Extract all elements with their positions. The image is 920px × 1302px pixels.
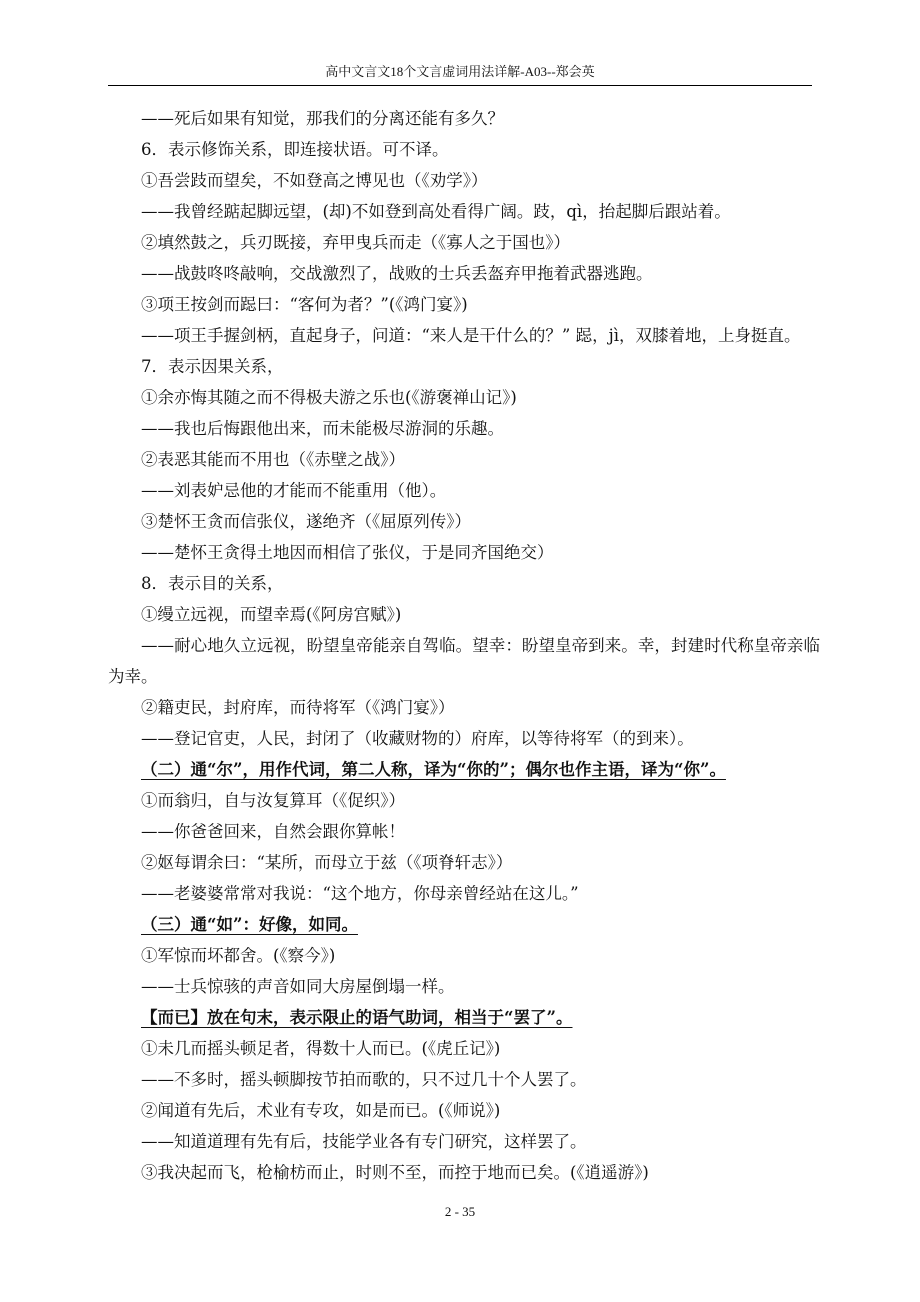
text-line: ③项王按剑而跽曰：“客何为者？”(《鸿门宴》) — [141, 295, 468, 314]
text-line: ②闻道有先后，术业有专攻，如是而已。(《师说》) — [141, 1101, 501, 1120]
text-line: 7．表示因果关系， — [141, 357, 284, 376]
text-line: ——项王手握剑柄，直起身子，问道：“来人是干什么的？” 跽，jì，双膝着地，上身挺直。 — [141, 326, 801, 345]
text-line: ①军惊而坏都舍。(《察今》) — [141, 946, 336, 965]
text-line: ②表恶其能而不用也（《赤壁之战》） — [141, 450, 405, 469]
text-line: ——士兵惊骇的声音如同大房屋倒塌一样。 — [141, 977, 455, 996]
text-line: ——战鼓咚咚敲响，交战激烈了，战败的士兵丢盔弃甲拖着武器逃跑。 — [141, 264, 653, 283]
text-line: ——不多时，摇头顿脚按节拍而歌的，只不过几十个人罢了。 — [141, 1070, 587, 1089]
section-heading: （三）通“如”：好像，如同。 — [141, 915, 358, 934]
text-line: ①缦立远视，而望幸焉(《阿房宫赋》) — [141, 605, 402, 624]
document-body — [108, 103, 820, 1188]
text-line: ③楚怀王贪而信张仪，遂绝齐（《屈原列传》） — [141, 512, 471, 531]
text-line: ——老婆婆常常对我说：“这个地方，你母亲曾经站在这儿。” — [141, 884, 579, 903]
text-line: ①余亦悔其随之而不得极夫游之乐也(《游褒禅山记》) — [141, 388, 517, 407]
text-line: ①未几而摇头顿足者，得数十人而已。(《虎丘记》) — [141, 1039, 501, 1058]
text-line: ——楚怀王贪得土地因而相信了张仪，于是同齐国绝交） — [141, 543, 554, 562]
header-divider — [108, 85, 812, 86]
section-heading: （二）通“尔”，用作代词，第二人称，译为“你的”；偶尔也作主语，译为“你”。 — [141, 760, 726, 779]
text-line: ②籍吏民，封府库，而待将军（《鸿门宴》） — [141, 698, 455, 717]
text-line: ②填然鼓之，兵刃既接，弃甲曳兵而走（《寡人之于国也》） — [141, 233, 570, 252]
text-line: ——你爸爸回来，自然会跟你算帐！ — [141, 822, 405, 841]
text-line: ③我决起而飞，枪榆枋而止，时则不至，而控于地而已矣。(《逍遥游》) — [141, 1163, 649, 1182]
running-header: 高中文言文18个文言虚词用法详解-A03--郑会英 — [325, 64, 595, 79]
text-line: ①吾尝跂而望矣，不如登高之博见也（《劝学》） — [141, 171, 488, 190]
text-line: 6．表示修饰关系，即连接状语。可不译。 — [141, 140, 449, 159]
text-line: ——我也后悔跟他出来，而未能极尽游洞的乐趣。 — [141, 419, 504, 438]
text-line: ——耐心地久立远视，盼望皇帝能亲自驾临。望幸：盼望皇帝到来。幸，封建时代称皇帝亲临为幸。 — [108, 636, 820, 686]
text-line: ②妪每谓余曰：“某所，而母立于兹（《项脊轩志》） — [141, 853, 513, 872]
page-number: 2 - 35 — [444, 1204, 476, 1219]
text-line: ——登记官吏，人民，封闭了（收藏财物的）府库，以等待将军（的到来）。 — [141, 729, 694, 748]
text-line: 8．表示目的关系， — [141, 574, 284, 593]
text-line: ①而翁归，自与汝复算耳（《促织》） — [141, 791, 405, 810]
text-line: ——知道道理有先有后，技能学业各有专门研究，这样罢了。 — [141, 1132, 587, 1151]
text-line: ——刘表妒忌他的才能而不能重用（他）。 — [141, 481, 447, 500]
section-heading: 【而已】放在句末，表示限止的语气助词，相当于“罢了”。 — [141, 1008, 573, 1027]
text-line: ——死后如果有知觉，那我们的分离还能有多久？ — [141, 109, 504, 128]
text-line: ——我曾经踮起脚远望，(却)不如登到高处看得广阔。跂，qì，抬起脚后跟站着。 — [141, 202, 731, 221]
